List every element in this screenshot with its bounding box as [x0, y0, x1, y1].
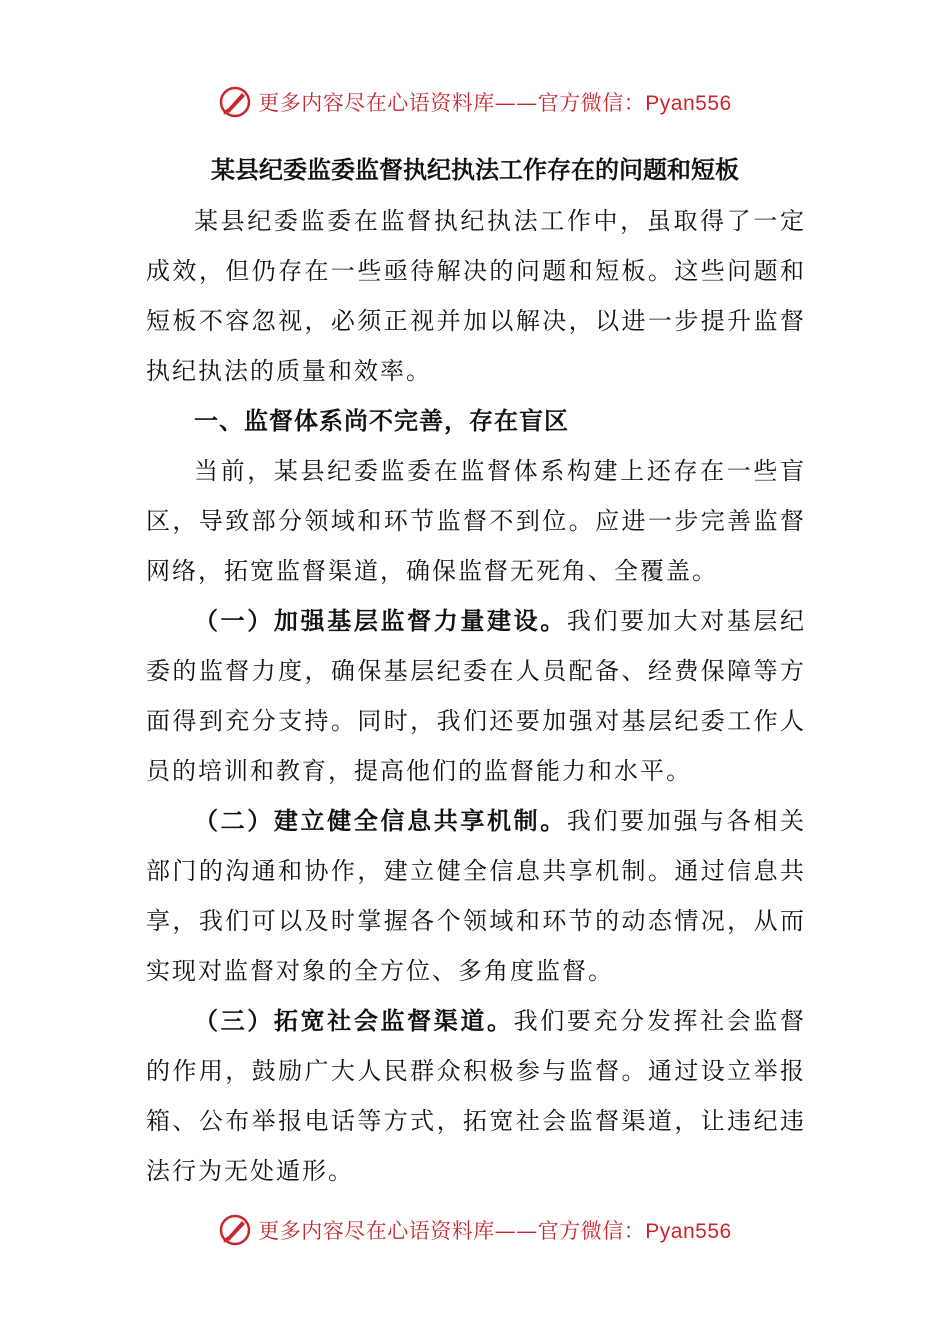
item-text-2: 我们要加强与各相关部门的沟通和协作，建立健全信息共享机制。通过信息共享，我们可以及时掌握各个领域和环节的动态情况，从而实现对监督对象的全方位、多角度监督。 — [146, 807, 807, 985]
watermark-text: 更多内容尽在心语资料库——官方微信：Pyan556 — [258, 1219, 732, 1243]
item-lead-3: （三）拓宽社会监督渠道。 — [194, 1006, 514, 1035]
intro-paragraph: 某县纪委监委在监督执纪执法工作中，虽取得了一定成效，但仍存在一些亟待解决的问题和短板。这些问题和短板不容忽视，必须正视并加以解决，以进一步提升监督执纪执法的质量和效率。 — [146, 207, 806, 385]
wechat-id: Pyan556 — [645, 92, 732, 115]
quill-pen-circle-icon — [218, 1213, 252, 1247]
wechat-id: Pyan556 — [645, 1220, 732, 1243]
item-lead-2: （二）建立健全信息共享机制。 — [194, 806, 567, 835]
item-text-1: 我们要加大对基层纪委的监督力度，确保基层纪委在人员配备、经费保障等方面得到充分支持。同时，我们还要加强对基层纪委工作人员的培训和教育，提高他们的监督能力和水平。 — [146, 607, 807, 785]
quill-pen-circle-icon — [218, 85, 252, 119]
watermark-text: 更多内容尽在心语资料库——官方微信：Pyan556 — [258, 91, 732, 115]
item-paragraph-2 — [146, 796, 806, 996]
item-text-3: 我们要充分发挥社会监督的作用，鼓励广大人民群众积极参与监督。通过设立举报箱、公布举报电话等方式，拓宽社会监督渠道，让违纪违法行为无处遁形。 — [146, 1007, 807, 1185]
document-title: 某县纪委监委监督执纪执法工作存在的问题和短板 — [211, 155, 739, 184]
item-paragraph-1 — [146, 596, 806, 796]
header-watermark — [0, 80, 950, 124]
footer-watermark — [0, 1208, 950, 1252]
section-heading: 一、监督体系尚不完善，存在盲区 — [194, 406, 569, 435]
document-body — [146, 196, 806, 1196]
item-lead-1: （一）加强基层监督力量建设。 — [194, 606, 567, 635]
item-paragraph-3 — [146, 996, 806, 1196]
section-intro-paragraph: 当前，某县纪委监委在监督体系构建上还存在一些盲区，导致部分领域和环节监督不到位。应进一步完善监督网络，拓宽监督渠道，确保监督无死角、全覆盖。 — [146, 457, 806, 585]
